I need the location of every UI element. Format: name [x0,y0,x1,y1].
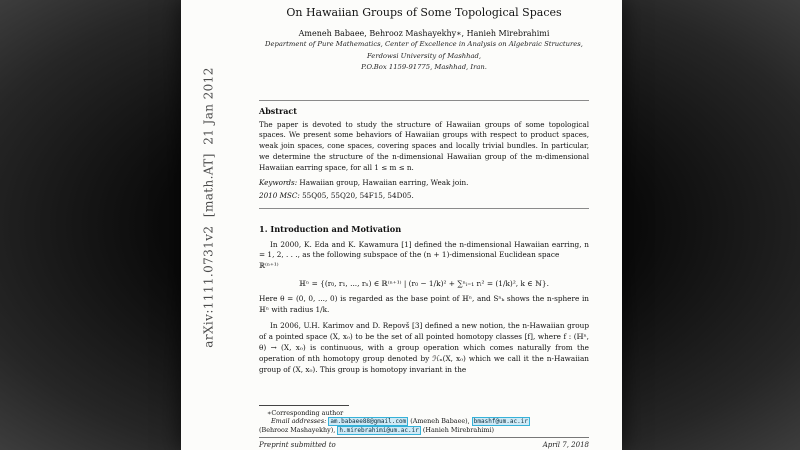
section-heading: 1. Introduction and Motivation [259,223,402,234]
msc-label: 2010 MSC: [259,190,300,200]
footnotes-block [259,405,589,435]
pdf-page [181,0,622,450]
email-line-2 [259,426,589,435]
intro-paragraph-2: Here θ = (0, 0, ..., 0) is regarded as the base point of ℍⁿ, and Sⁿₖ shows the n-sphere in ℍⁿ with radius 1/k. [259,293,589,314]
abstract-section [259,100,589,209]
footer-date: April 7, 2018 [542,441,589,449]
affiliation-line-2: Ferdowsi University of Mashhad, [366,51,482,60]
affiliation-line-1: Department of Pure Mathematics, Center of Excellence in Analysis on Algebraic Structures, [265,40,583,48]
footnote-separator [259,405,349,406]
abstract-body: The paper is devoted to study the structure of Hawaiian groups of some topological spaces. We present some behaviors of Hawaiian groups with respect to product spaces, weak join spaces, cone spaces, covering spaces and locally trivial bundles. In particular, we determine the structure of the n-dimensional Hawaiian group of the m-dimensional Hawaiian earring space, for all 1 ≤ m ≤ n. [259,119,589,172]
email-link-2[interactable]: bmashf@um.ac.ir [473,418,528,426]
page-content [259,0,589,375]
footer-preprint-note: Preprint submitted to [259,441,336,449]
keywords-label: Keywords: [259,177,298,187]
intro-paragraph-3: In 2006, U.H. Karimov and D. Repovš [3] defined a new notion, the n-Hawaiian group of a pointed space (X, x₀) to be the set of all pointed homotopy classes [f], where f : (ℍⁿ, θ) → (X, x₀) is continuous, with a group operation which comes naturally from the operation of nth homotopy group denoted by ℋₙ(X, x₀) which we call it the n-Hawaiian group of (X, x₀). This group is homotopy invariant in the [259,321,589,374]
msc-line [259,191,589,200]
paper-title: On Hawaiian Groups of Some Topological Spaces [286,6,562,19]
page-footer [259,437,589,449]
display-equation: ℍⁿ = {(r₀, r₁, ..., rₙ) ∈ ℝ⁽ⁿ⁺¹⁾ | (r₀ − 1/k)² + ∑ⁿᵢ₌₁ rᵢ² = (1/k)², k ∈ ℕ}. [299,278,549,288]
email-link-1[interactable]: am.babaee88@gmail.com [330,418,407,426]
email-name-3: (Hanieh Mirebrahimi) [422,426,494,435]
email-link-3[interactable]: h.mirebrahimi@um.ac.ir [339,427,419,435]
email-name-1: (Ameneh Babaee), [410,417,470,426]
keywords-value: Hawaiian group, Hawaiian earring, Weak join. [299,177,469,187]
msc-value: 55Q05, 55Q20, 54F15, 54D05. [302,190,414,200]
email-name-2: (Behrooz Mashayekhy), [259,426,336,435]
email-addresses-label: Email addresses: [271,417,327,426]
intro-paragraph-1-tail: ℝ⁽ⁿ⁺¹⁾ [259,261,279,271]
email-line-1 [259,417,589,426]
abstract-heading: Abstract [259,105,297,116]
paper-authors: Ameneh Babaee, Behrooz Mashayekhy∗, Hanieh Mirebrahimi [298,29,550,38]
keywords-line [259,178,589,187]
arxiv-watermark: arXiv:1111.0731v2 [math.AT] 21 Jan 2012 [201,67,216,348]
intro-paragraph-1: In 2000, K. Eda and K. Kawamura [1] defined the n-dimensional Hawaiian earring, n = 1, 2, . . ., as the following subspace of the (n + 1)-dimensional Euclidean space [259,239,589,260]
corresponding-author-note: ∗Corresponding author [267,408,344,417]
affiliation-line-3: P.O.Box 1159-91775, Mashhad, Iran. [361,63,487,72]
